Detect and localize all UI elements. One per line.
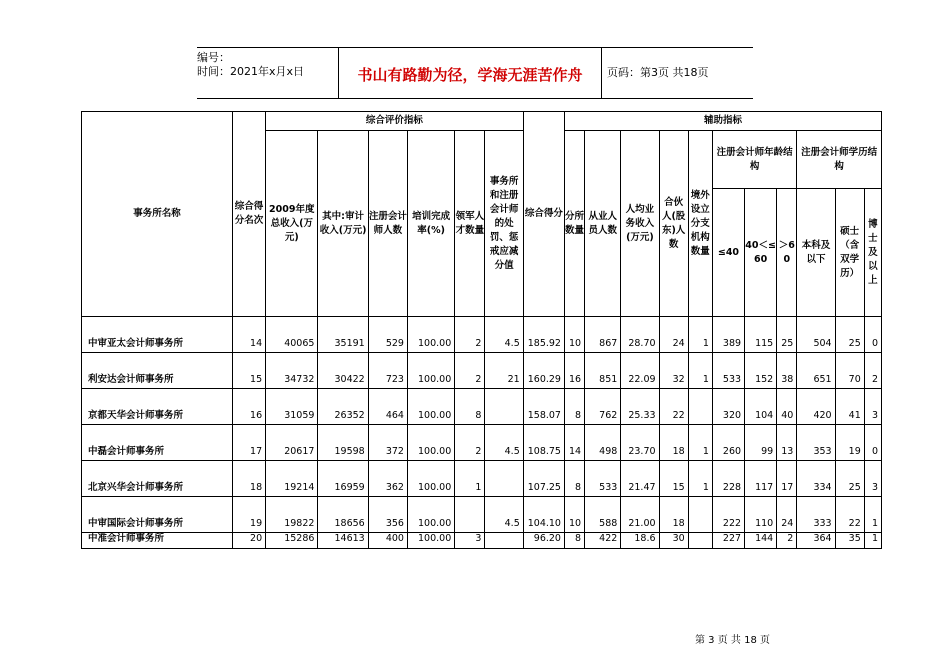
document-header: [197, 47, 753, 99]
cell-total-income: 15286: [266, 533, 318, 549]
cell-overseas: 1: [688, 353, 712, 389]
cell-age-lt40: 222: [712, 497, 744, 533]
cell-total-income: 34732: [266, 353, 318, 389]
cell-age-gt60: 25: [777, 317, 797, 353]
table-row: [82, 353, 882, 389]
cell-edu-phd: 2: [864, 353, 881, 389]
table-row: [82, 317, 882, 353]
cell-leaders: 8: [455, 389, 485, 425]
cell-cpa-count: 362: [368, 461, 407, 497]
cell-edu-master: 35: [835, 533, 864, 549]
cell-training: 100.00: [407, 497, 454, 533]
cell-penalty: 21: [485, 353, 523, 389]
serial-label: 编号：: [197, 51, 230, 64]
cell-cpa-count: 400: [368, 533, 407, 549]
cell-edu-bachelor: 651: [797, 353, 835, 389]
cell-penalty: 4.5: [485, 497, 523, 533]
cell-penalty: 4.5: [485, 425, 523, 461]
cell-age-lt40: 533: [712, 353, 744, 389]
cell-name: 中审亚太会计师事务所: [82, 317, 233, 353]
header-age-gt60: ＞60: [777, 189, 797, 317]
header-rank: 综合得分名次: [232, 112, 265, 317]
cell-rank: 15: [232, 353, 265, 389]
cell-leaders: 3: [455, 533, 485, 549]
cell-total-income: 19822: [266, 497, 318, 533]
cell-audit-income: 18656: [318, 497, 368, 533]
cell-per-capita: 22.09: [621, 353, 659, 389]
cell-name: 中审国际会计师事务所: [82, 497, 233, 533]
cell-rank: 20: [232, 533, 265, 549]
cell-edu-master: 41: [835, 389, 864, 425]
header-info: [197, 48, 338, 101]
header-edu-master: 硕士（含双学历）: [835, 189, 864, 317]
cell-name: 中准会计师事务所: [82, 533, 233, 549]
cell-audit-income: 26352: [318, 389, 368, 425]
cell-edu-bachelor: 353: [797, 425, 835, 461]
cell-edu-bachelor: 364: [797, 533, 835, 549]
cell-age-40-60: 115: [745, 317, 777, 353]
cell-per-capita: 21.47: [621, 461, 659, 497]
cell-total-income: 31059: [266, 389, 318, 425]
cell-penalty: 4.5: [485, 317, 523, 353]
cell-age-gt60: 40: [777, 389, 797, 425]
cell-edu-phd: 1: [864, 497, 881, 533]
header-staff: 从业人员人数: [585, 131, 621, 317]
cell-per-capita: 28.70: [621, 317, 659, 353]
cell-cpa-count: 372: [368, 425, 407, 461]
cell-cpa-count: 464: [368, 389, 407, 425]
cell-training: 100.00: [407, 389, 454, 425]
cell-age-gt60: 13: [777, 425, 797, 461]
cell-audit-income: 30422: [318, 353, 368, 389]
cell-name: 北京兴华会计师事务所: [82, 461, 233, 497]
cell-per-capita: 23.70: [621, 425, 659, 461]
cell-partners: 32: [659, 353, 688, 389]
cell-audit-income: 16959: [318, 461, 368, 497]
cell-training: 100.00: [407, 533, 454, 549]
cell-age-lt40: 320: [712, 389, 744, 425]
header-group-aux: 辅助指标: [564, 112, 881, 131]
time-label: 时间：2021年x月x日: [197, 65, 305, 78]
cell-branches: 8: [564, 533, 584, 549]
cell-age-lt40: 227: [712, 533, 744, 549]
cell-branches: 8: [564, 389, 584, 425]
cell-edu-phd: 0: [864, 425, 881, 461]
cell-edu-bachelor: 333: [797, 497, 835, 533]
cell-training: 100.00: [407, 353, 454, 389]
cell-leaders: 2: [455, 425, 485, 461]
cell-branches: 10: [564, 317, 584, 353]
cell-cpa-count: 723: [368, 353, 407, 389]
header-group-edu: 注册会计师学历结构: [797, 131, 882, 189]
header-score: 综合得分: [523, 112, 564, 317]
cell-staff: 762: [585, 389, 621, 425]
header-cpa-count: 注册会计师人数: [368, 131, 407, 317]
cell-total-income: 19214: [266, 461, 318, 497]
cell-overseas: 1: [688, 461, 712, 497]
cell-training: 100.00: [407, 461, 454, 497]
cell-leaders: [455, 497, 485, 533]
cell-age-40-60: 152: [745, 353, 777, 389]
cell-cpa-count: 529: [368, 317, 407, 353]
cell-score: 104.10: [523, 497, 564, 533]
cell-age-lt40: 260: [712, 425, 744, 461]
header-group-age: 注册会计师年龄结构: [712, 131, 796, 189]
header-leaders: 领军人才数量: [455, 131, 485, 317]
cell-edu-bachelor: 334: [797, 461, 835, 497]
cell-per-capita: 21.00: [621, 497, 659, 533]
cell-age-gt60: 38: [777, 353, 797, 389]
cell-branches: 16: [564, 353, 584, 389]
cell-staff: 867: [585, 317, 621, 353]
cell-edu-phd: 0: [864, 317, 881, 353]
cell-age-lt40: 228: [712, 461, 744, 497]
table-body: [82, 317, 882, 549]
cell-training: 100.00: [407, 317, 454, 353]
cell-age-40-60: 110: [745, 497, 777, 533]
cell-branches: 14: [564, 425, 584, 461]
cell-per-capita: 18.6: [621, 533, 659, 549]
cell-age-40-60: 144: [745, 533, 777, 549]
cell-per-capita: 25.33: [621, 389, 659, 425]
cell-staff: 533: [585, 461, 621, 497]
header-edu-bachelor: 本科及以下: [797, 189, 835, 317]
header-per-capita: 人均业务收入(万元): [621, 131, 659, 317]
cell-name: 中磊会计师事务所: [82, 425, 233, 461]
cell-rank: 14: [232, 317, 265, 353]
cell-score: 160.29: [523, 353, 564, 389]
cell-age-40-60: 99: [745, 425, 777, 461]
cell-penalty: [485, 461, 523, 497]
header-age-lt40: ≤40: [712, 189, 744, 317]
cell-name: 京都天华会计师事务所: [82, 389, 233, 425]
cell-audit-income: 14613: [318, 533, 368, 549]
header-audit-income: 其中:审计收入(万元): [318, 131, 368, 317]
cell-total-income: 20617: [266, 425, 318, 461]
header-partners: 合伙人(股东)人数: [659, 131, 688, 317]
cell-partners: 18: [659, 425, 688, 461]
cell-overseas: 1: [688, 425, 712, 461]
cell-partners: 30: [659, 533, 688, 549]
cell-branches: 10: [564, 497, 584, 533]
cell-staff: 588: [585, 497, 621, 533]
page-code: 页码：第3页 共18页: [607, 66, 709, 79]
cell-score: 158.07: [523, 389, 564, 425]
table-row: [82, 389, 882, 425]
cell-edu-phd: 1: [864, 533, 881, 549]
header-penalty: 事务所和注册会计师的处罚、惩戒应减分值: [485, 131, 523, 317]
motto-text: 书山有路勤为径，学海无涯苦作舟: [357, 66, 583, 84]
ranking-table: [81, 111, 882, 549]
cell-overseas: [688, 533, 712, 549]
cell-score: 107.25: [523, 461, 564, 497]
cell-branches: 8: [564, 461, 584, 497]
cell-cpa-count: 356: [368, 497, 407, 533]
header-age-40-60: 40＜≤60: [745, 189, 777, 317]
cell-partners: 18: [659, 497, 688, 533]
cell-score: 96.20: [523, 533, 564, 549]
cell-edu-master: 70: [835, 353, 864, 389]
table-row: [82, 533, 882, 549]
cell-audit-income: 19598: [318, 425, 368, 461]
header-training: 培训完成率(%): [407, 131, 454, 317]
cell-name: 利安达会计师事务所: [82, 353, 233, 389]
header-name: 事务所名称: [82, 112, 233, 317]
cell-age-gt60: 24: [777, 497, 797, 533]
cell-partners: 15: [659, 461, 688, 497]
cell-leaders: 1: [455, 461, 485, 497]
cell-age-gt60: 17: [777, 461, 797, 497]
table-row: [82, 497, 882, 533]
cell-score: 108.75: [523, 425, 564, 461]
header-group-eval: 综合评价指标: [266, 112, 524, 131]
table-row: [82, 425, 882, 461]
cell-age-lt40: 389: [712, 317, 744, 353]
cell-overseas: 1: [688, 317, 712, 353]
cell-overseas: [688, 497, 712, 533]
cell-age-40-60: 117: [745, 461, 777, 497]
cell-audit-income: 35191: [318, 317, 368, 353]
cell-age-40-60: 104: [745, 389, 777, 425]
cell-edu-phd: 3: [864, 389, 881, 425]
cell-penalty: [485, 389, 523, 425]
cell-overseas: [688, 389, 712, 425]
cell-penalty: [485, 533, 523, 549]
cell-partners: 22: [659, 389, 688, 425]
cell-leaders: 2: [455, 317, 485, 353]
cell-staff: 422: [585, 533, 621, 549]
cell-total-income: 40065: [266, 317, 318, 353]
cell-rank: 18: [232, 461, 265, 497]
cell-edu-master: 25: [835, 317, 864, 353]
page-footer: 第 3 页 共 18 页: [695, 635, 770, 646]
cell-edu-master: 19: [835, 425, 864, 461]
table-header: [82, 112, 882, 317]
cell-edu-master: 25: [835, 461, 864, 497]
cell-leaders: 2: [455, 353, 485, 389]
cell-staff: 498: [585, 425, 621, 461]
cell-score: 185.92: [523, 317, 564, 353]
cell-rank: 16: [232, 389, 265, 425]
cell-staff: 851: [585, 353, 621, 389]
cell-edu-bachelor: 420: [797, 389, 835, 425]
cell-training: 100.00: [407, 425, 454, 461]
cell-partners: 24: [659, 317, 688, 353]
header-overseas: 境外设立分支机构数量: [688, 131, 712, 317]
table-row: [82, 461, 882, 497]
cell-edu-phd: 3: [864, 461, 881, 497]
cell-rank: 17: [232, 425, 265, 461]
cell-rank: 19: [232, 497, 265, 533]
cell-age-gt60: 2: [777, 533, 797, 549]
header-edu-phd: 博士及以上: [864, 189, 881, 317]
cell-edu-master: 22: [835, 497, 864, 533]
header-total-income: 2009年度总收入(万元): [266, 131, 318, 317]
header-motto-cell: [338, 48, 602, 98]
header-branches: 分所数量: [564, 131, 584, 317]
cell-edu-bachelor: 504: [797, 317, 835, 353]
